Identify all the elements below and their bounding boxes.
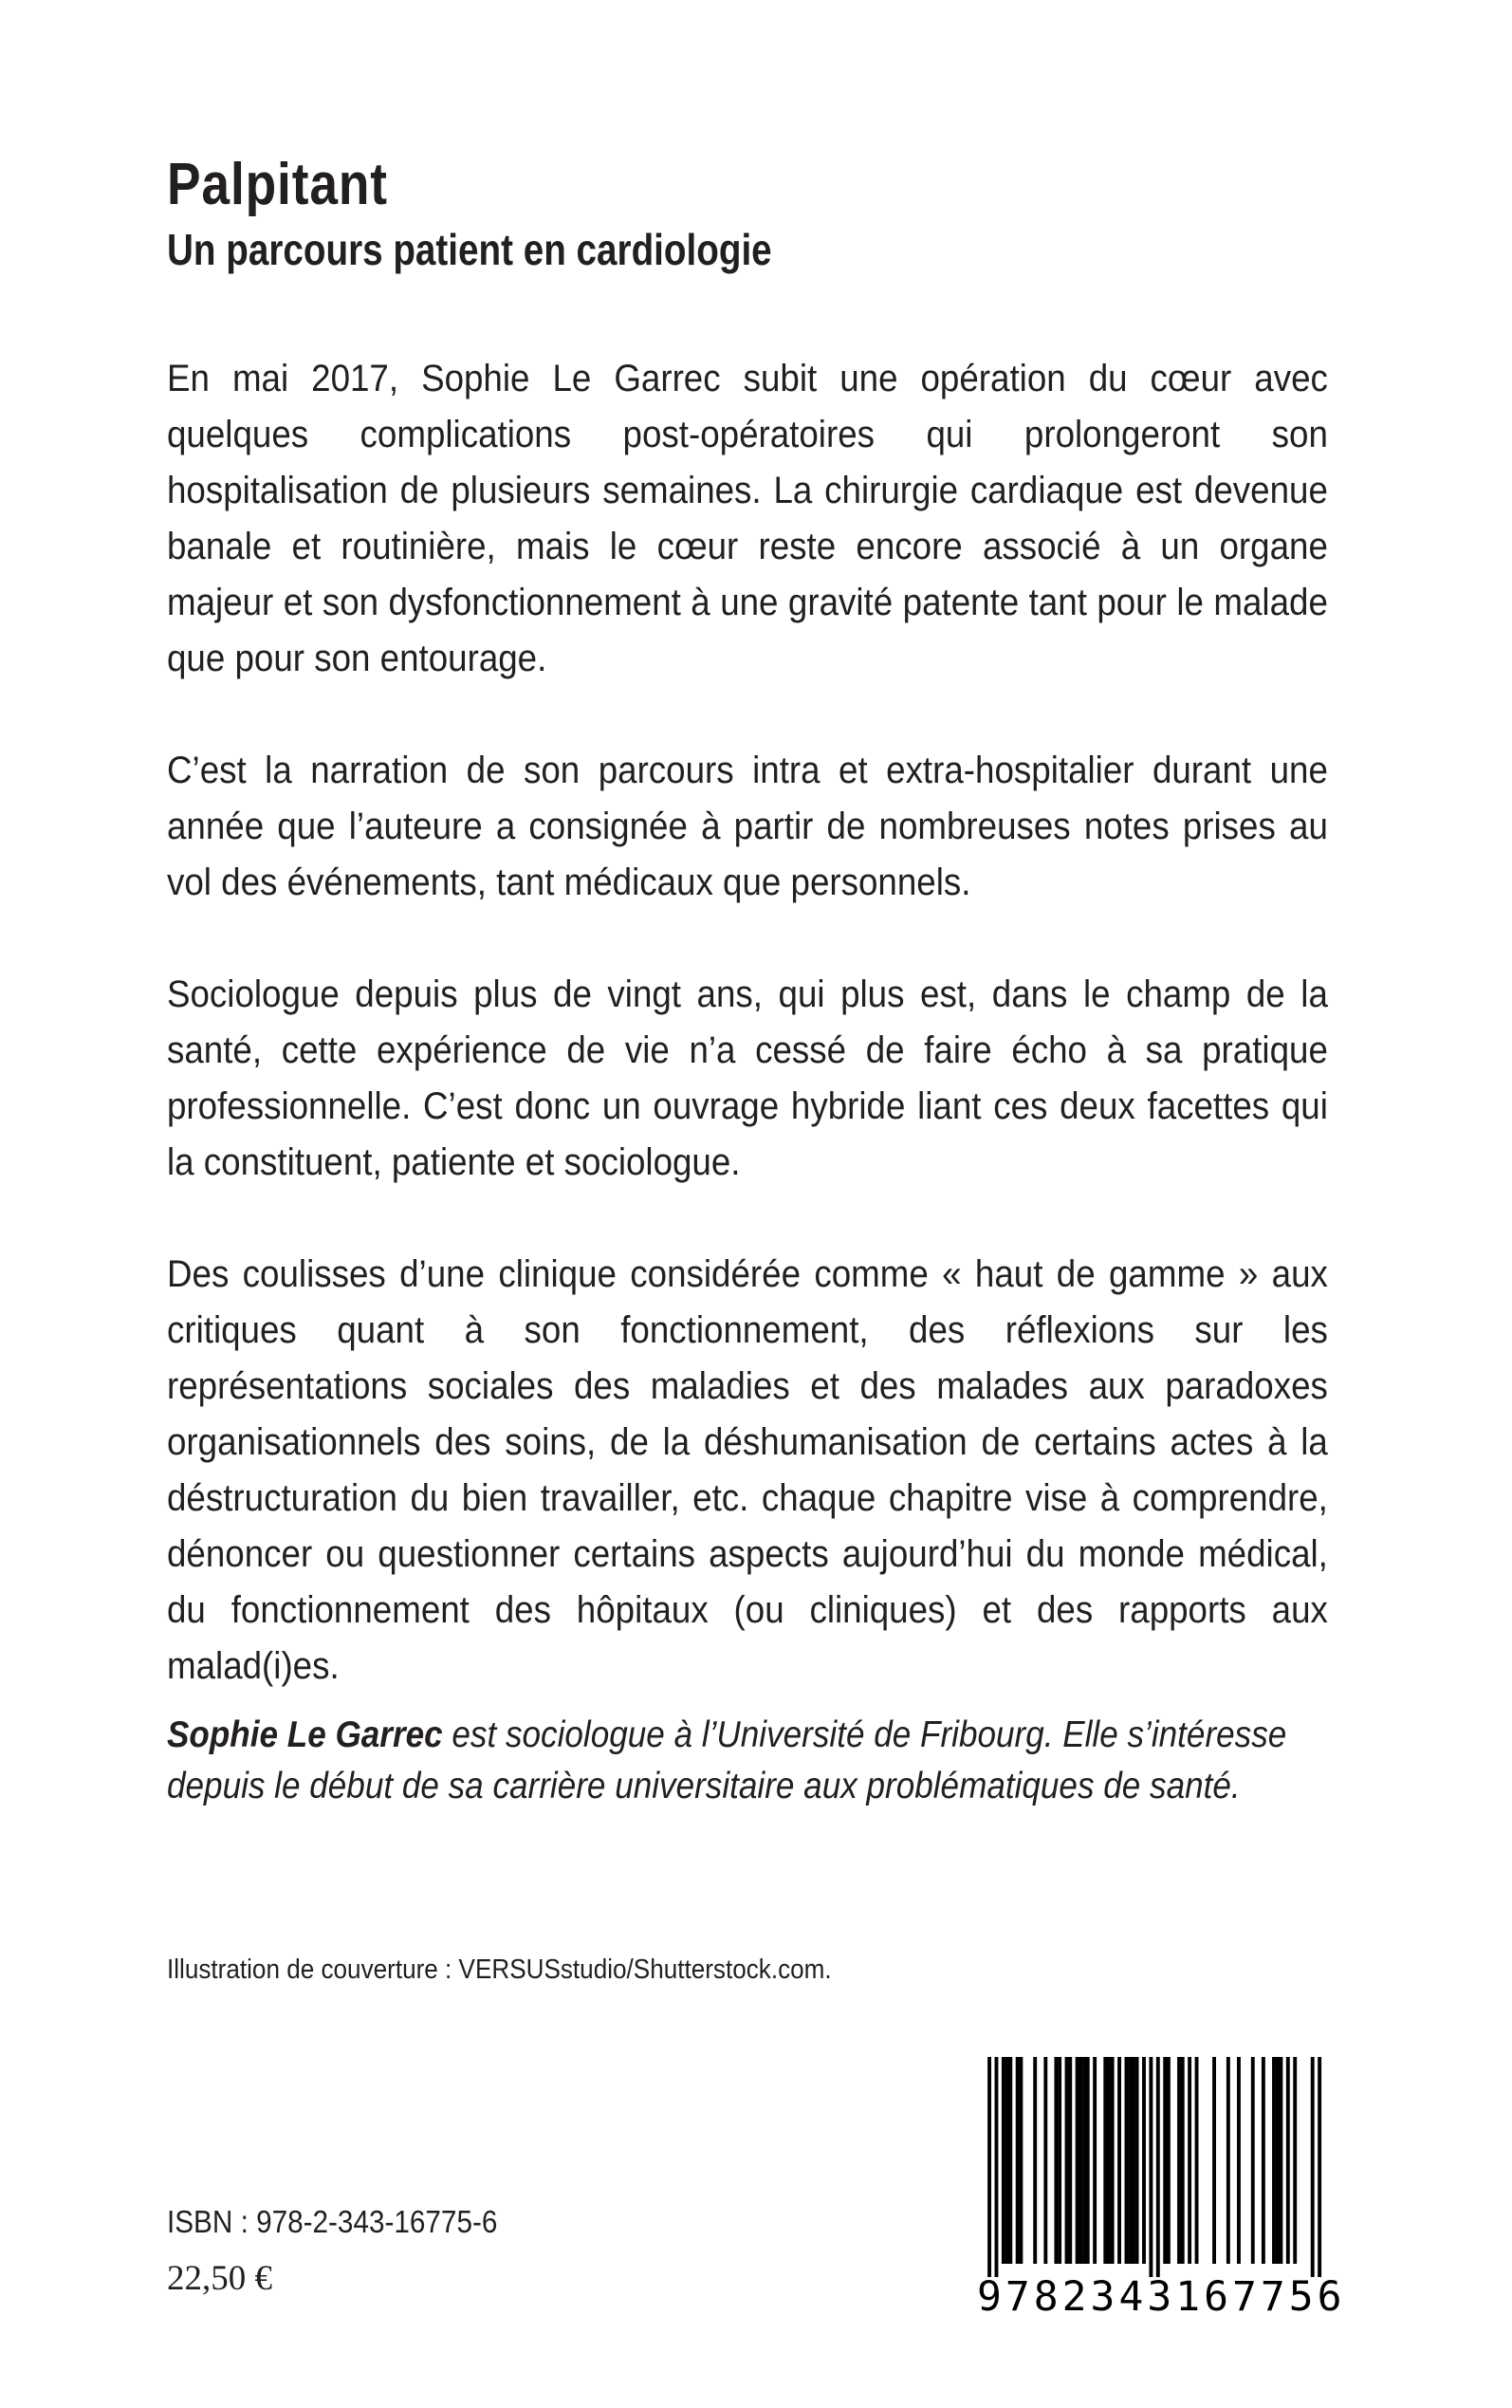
barcode-bar bbox=[1195, 2057, 1199, 2264]
barcode-bar bbox=[1016, 2057, 1020, 2264]
barcode-bar bbox=[1279, 2057, 1282, 2264]
barcode-bar bbox=[1076, 2057, 1079, 2264]
barcode-bar bbox=[1093, 2057, 1097, 2264]
barcode-bar bbox=[987, 2057, 991, 2277]
barcode-bar bbox=[1181, 2057, 1185, 2264]
blurb bbox=[167, 351, 1328, 1750]
illustration-credit: Illustration de couverture : VERSUSstudio/Shutterstock.com. bbox=[167, 1954, 832, 1985]
blurb-paragraph: Des coulisses d’une clinique considérée comme « haut de gamme » aux critiques quant à son fonctionnement, des réflexions sur les représentations sociales des maladies et des malades aux paradoxes organisationnels des soins, de la déshumanisation de certains actes à la déstructuration du bien travailler, etc. chaque chapitre vise à comprendre, dénoncer ou questionner certains aspects aujourd’hui du monde médical, du fonctionnement des hôpitaux (ou cliniques) et des rapports aux malad(i)es. bbox=[167, 1253, 1328, 1687]
blurb-paragraph: Sociologue depuis plus de vingt ans, qui plus est, dans le champ de la santé, cette expérience de vie n’a cessé de faire écho à sa pratique professionnelle. C’est donc un ouvrage hybride liant ces deux facettes qui la constituent, patiente et sociologue. bbox=[167, 973, 1328, 1183]
barcode-bar bbox=[1188, 2057, 1191, 2264]
barcode-bar bbox=[1167, 2057, 1171, 2264]
barcode-bar bbox=[1237, 2057, 1241, 2264]
barcode-bar bbox=[1002, 2057, 1005, 2264]
barcode-bar bbox=[1149, 2057, 1152, 2277]
barcode-bar bbox=[1251, 2057, 1255, 2264]
barcode-bar bbox=[1107, 2057, 1111, 2264]
barcode-bar bbox=[1111, 2057, 1115, 2264]
barcode-bar bbox=[1128, 2057, 1132, 2264]
barcode-bar bbox=[1043, 2057, 1047, 2264]
barcode-bar bbox=[1125, 2057, 1129, 2264]
barcode-bar bbox=[1079, 2057, 1082, 2264]
barcode-bar bbox=[995, 2057, 999, 2277]
barcode-bar bbox=[1103, 2057, 1107, 2264]
barcode-bar bbox=[1163, 2057, 1167, 2264]
barcode-bar bbox=[1318, 2057, 1321, 2277]
barcode-bar bbox=[1177, 2057, 1181, 2264]
barcode-bar bbox=[1033, 2057, 1037, 2264]
barcode-bar bbox=[1286, 2057, 1290, 2264]
barcode-bar bbox=[1008, 2057, 1012, 2264]
price: 22,50 € bbox=[167, 2259, 272, 2298]
author-name: Sophie Le Garrec bbox=[167, 1714, 443, 1755]
barcode-bar bbox=[1132, 2057, 1135, 2264]
barcode-digits: 9782343167756 bbox=[977, 2273, 1346, 2321]
barcode-bar bbox=[1054, 2057, 1058, 2264]
barcode-bar bbox=[1293, 2057, 1297, 2264]
barcode-bar bbox=[1156, 2057, 1160, 2277]
blurb-paragraph: En mai 2017, Sophie Le Garrec subit une opération du cœur avec quelques complications post-opératoires qui prolongeront son hospitalisation de plusieurs semaines. La chirurgie cardiaque est devenue banale et routinière, mais le cœur reste encore associé à un organe majeur et son dysfonctionnement à une gravité patente tant pour le malade que pour son entourage. bbox=[167, 358, 1328, 679]
barcode-bar bbox=[1005, 2057, 1009, 2264]
book-title: Palpitant bbox=[167, 152, 388, 217]
barcode-bar bbox=[1311, 2057, 1315, 2277]
author-bio-text: est sociologue à l’Université de Fribourg. Elle s’intéresse depuis le début de sa carrière universitaire aux problématiques de santé. bbox=[167, 1714, 1287, 1806]
barcode-bar bbox=[1058, 2057, 1061, 2264]
isbn: ISBN : 978-2-343-16775-6 bbox=[167, 2204, 498, 2239]
book-subtitle: Un parcours patient en cardiologie bbox=[167, 225, 772, 274]
barcode-bar bbox=[1086, 2057, 1090, 2264]
barcode-bar bbox=[1226, 2057, 1230, 2264]
barcode-bar bbox=[1065, 2057, 1069, 2264]
barcode-bar bbox=[1135, 2057, 1139, 2264]
barcode-bar bbox=[1212, 2057, 1216, 2264]
blurb-paragraph: C’est la narration de son parcours intra et extra-hospitalier durant une année que l’auteure a consignée à partir de nombreuses notes prises au vol des événements, tant médicaux que personnels. bbox=[167, 750, 1328, 903]
barcode bbox=[977, 2057, 1346, 2338]
barcode-bar bbox=[1019, 2057, 1023, 2264]
author-bio bbox=[167, 1710, 1337, 1812]
barcode-bar bbox=[1262, 2057, 1265, 2264]
barcode-bar bbox=[1117, 2057, 1121, 2264]
barcode-bar bbox=[1082, 2057, 1086, 2264]
barcode-bar bbox=[1272, 2057, 1276, 2264]
barcode-bar bbox=[1142, 2057, 1146, 2264]
barcode-bar bbox=[1276, 2057, 1280, 2264]
barcode-bars bbox=[977, 2057, 1332, 2277]
barcode-bar bbox=[1068, 2057, 1072, 2264]
